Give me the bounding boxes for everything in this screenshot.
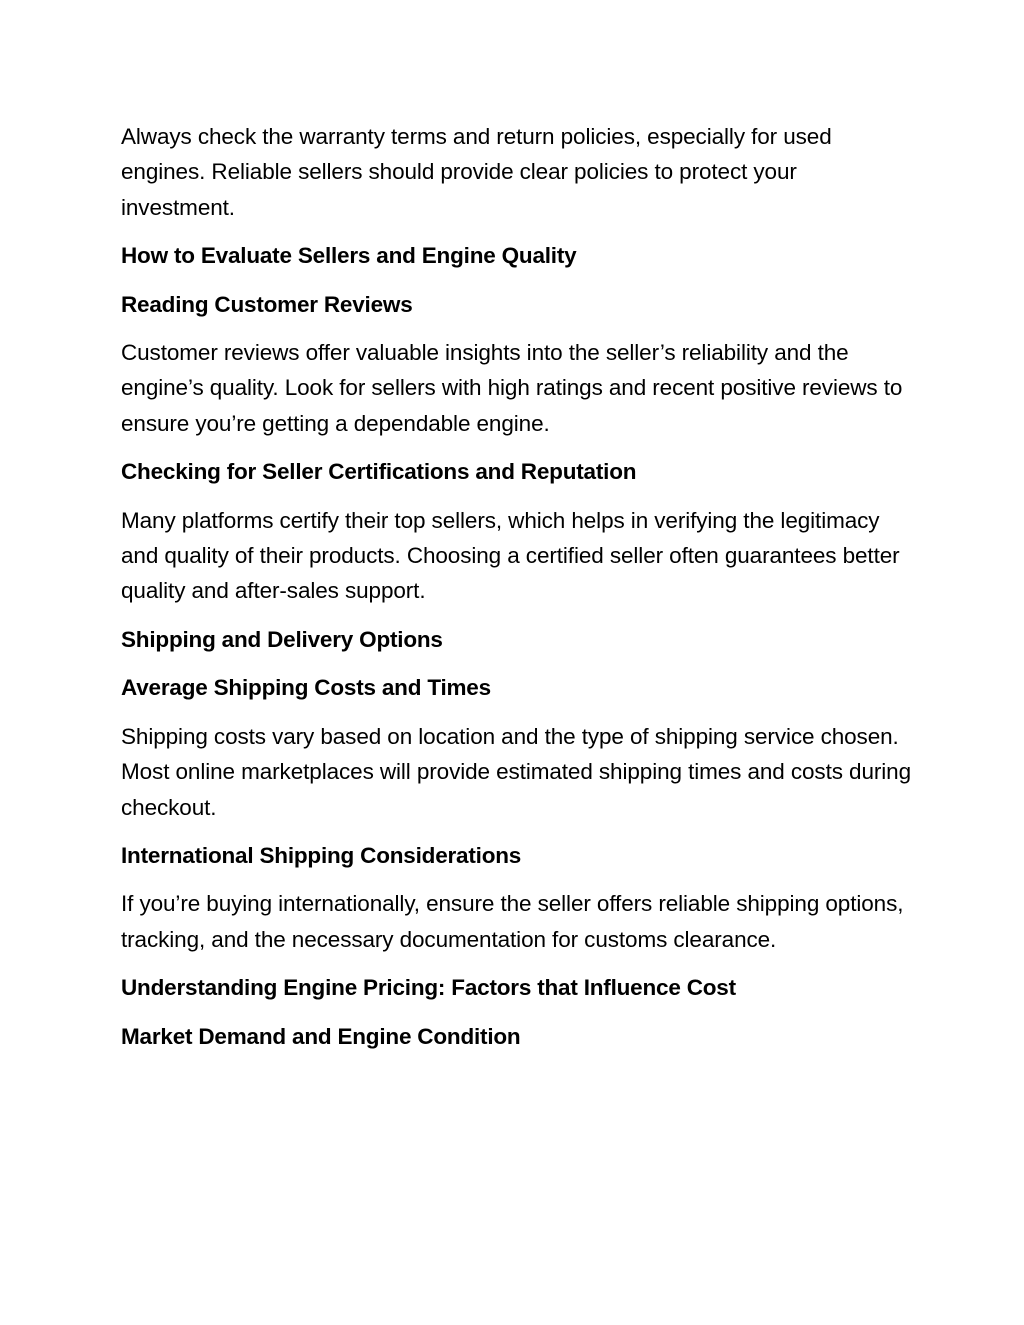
section-heading-engine-pricing: Understanding Engine Pricing: Factors that Influence Cost bbox=[121, 975, 736, 1001]
subheading-customer-reviews: Reading Customer Reviews bbox=[121, 291, 413, 317]
section-heading-evaluate-sellers: How to Evaluate Sellers and Engine Quality bbox=[121, 243, 577, 269]
international-shipping-paragraph: If you’re buying internationally, ensure the seller offers reliable shipping options, tracking, and the necessary documentation for customs clearance. bbox=[121, 891, 904, 952]
subheading-market-demand: Market Demand and Engine Condition bbox=[121, 1023, 521, 1049]
subheading-seller-certifications: Checking for Seller Certifications and Reputation bbox=[121, 459, 637, 485]
subheading-international-shipping: International Shipping Considerations bbox=[121, 842, 522, 868]
section-heading-shipping: Shipping and Delivery Options bbox=[121, 626, 443, 652]
warranty-paragraph: Always check the warranty terms and return policies, especially for used engines. Reliable sellers should provide clear policies to protect your investment. bbox=[121, 124, 832, 220]
subheading-shipping-costs: Average Shipping Costs and Times bbox=[121, 675, 491, 701]
shipping-costs-paragraph: Shipping costs vary based on location and the type of shipping service chosen. Most online marketplaces will provide estimated shipping times and costs during checkout. bbox=[121, 723, 911, 820]
document-body bbox=[121, 119, 911, 1067]
certifications-paragraph: Many platforms certify their top sellers, which helps in verifying the legitimacy and quality of their products. Choosing a certified seller often guarantees better quality and after-sales support. bbox=[121, 507, 900, 604]
customer-reviews-paragraph: Customer reviews offer valuable insights into the seller’s reliability and the engine’s quality. Look for sellers with high ratings and recent positive reviews to ensure you’re getting a dependable engine. bbox=[121, 340, 903, 436]
